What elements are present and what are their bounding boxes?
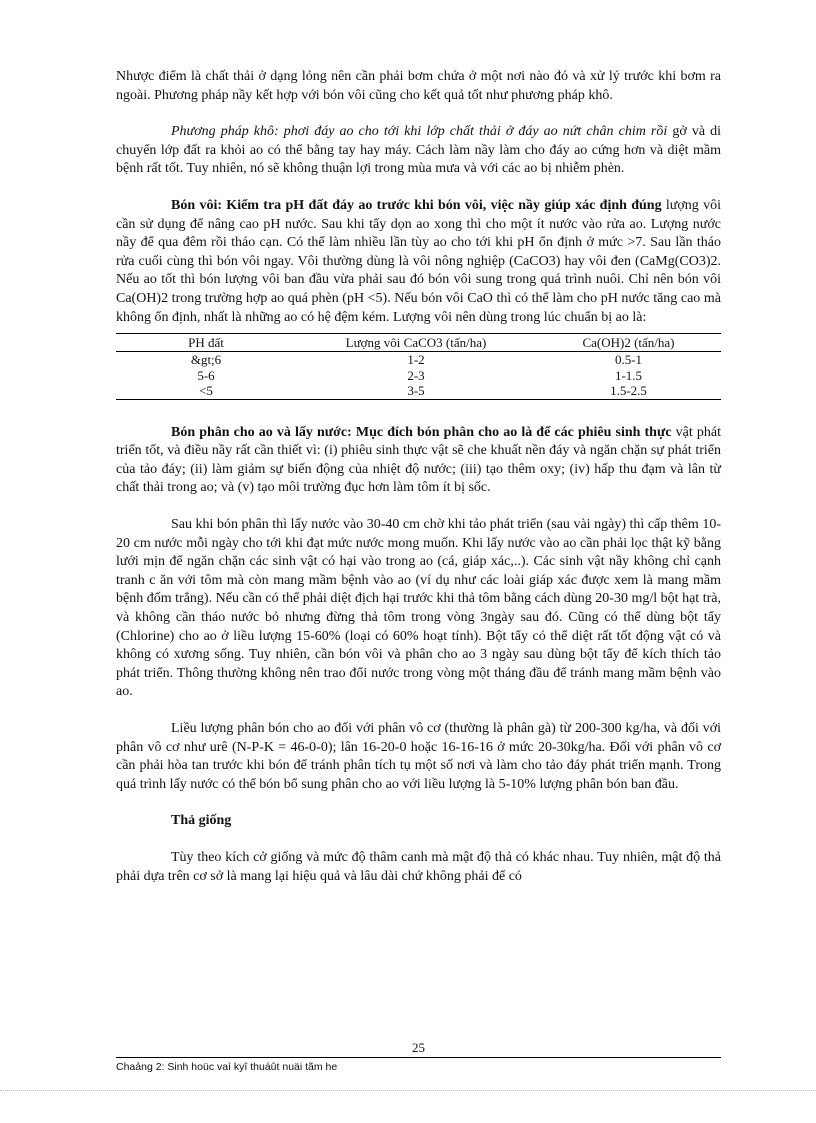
paragraph-dry-method (116, 123, 721, 179)
page-edge-divider (0, 1090, 816, 1091)
footer-chapter-title: Chaảng 2: Sinh hoüc vaì kyî thuáût nuäi tãm he (116, 1061, 338, 1073)
table-header-caoh2: Ca(OH)2 (tấn/ha) (536, 334, 721, 352)
table-cell: 1-2 (407, 352, 425, 368)
table-row (116, 352, 721, 368)
section-heading-stocking: Thả giống (171, 813, 232, 829)
fertilizing-rest: vật phát triển tốt, và điều nầy rất cần thiết vì: (i) phiêu sinh thực vật sẽ che khuất nền đáy và ngăn chặn sự phát triển của tảo đáy; (ii) làm giảm sự biến động của nhiệt độ nước; (iii) tạo thêm oxy; (iv) hấp thu đạm và lân từ chất thải trong ao; và (v) tạo môi trường đục hơn làm tôm ít bị sốc. (116, 424, 721, 496)
table-row (116, 383, 721, 399)
liming-bold: Bón vôi: Kiểm tra pH đất đáy ao trước khi bón vôi, việc nầy giúp xác định đúng (171, 197, 662, 213)
table-header-caco3: Lượng vôi CaCO3 (tấn/ha) (296, 334, 536, 352)
page-footer (116, 1040, 721, 1074)
fertilizing-bold: Bón phân cho ao và lấy nước: Mục đích bón phân cho ao là để các phiêu sinh thực (171, 424, 672, 440)
paragraph-water-intake: Sau khi bón phân thì lấy nước vào 30-40 cm chờ khi tảo phát triển (sau vài ngày) thì cấp thêm 10-20 cm nước mỗi ngày cho tới khi đạt mức nước mong muốn. Khi lấy nước vào ao cần phải lọc thật kỹ bằng lưới mịn để ngăn chặn các sinh vật có hại vào trong ao (cá, giáp xác,..). Các sinh vật nầy không chỉ cạnh tranh c ăn với tôm mà còn mang mầm bệnh vào ao (ví dụ như các loài giáp xác được xem là mang mầm bệnh đốm trắng). Nếu cần có thể phải diệt địch hại trước khi thả tôm bằng cách dùng 20-30 mg/l bột hạt trà, và không cần tháo nước bỏ nhưng đừng thả tôm trong vòng 3ngày sau đó. Cũng có thể dùng bột tẩy (Chlorine) cho ao ở liều lượng 15-60% (loại có 60% hoạt tính). Bột tẩy có thể diệt rất tốt động vật có và không có xương sống. Tuy nhiên, cần bón vôi và phân cho ao 3 ngày sau dùng bột tẩy để kích thích tảo phát triển. Thông thường không nên trao đổi nước trong vòng một tháng đầu để tránh mang mầm bệnh vào ao. (116, 517, 721, 700)
table-cell: 5-6 (197, 367, 215, 383)
page-number: 25 (412, 1040, 425, 1055)
dry-method-italic: Phương pháp khô: phơi đáy ao cho tới khi lớp chất thải ở đáy ao nứt chân chim rồi (171, 124, 668, 140)
table-cell: &gt;6 (190, 352, 222, 368)
paragraph-stocking: Tùy theo kích cở giống và mức độ thâm canh mà mật độ thả có khác nhau. Tuy nhiên, mật độ thả phải dựa trên cơ sở là mang lại hiệu quả và lâu dài chứ không phải để có (116, 849, 721, 884)
table-cell: 3-5 (296, 383, 536, 399)
paragraph-wet-method-drawback: Nhược điểm là chất thải ở dạng lỏng nên cần phải bơm chứa ở một nơi nào đó và xử lý trước khi bơm ra ngoài. Phương pháp nầy kết hợp với bón vôi cũng cho kết quả tốt như phương pháp khô. (116, 69, 721, 103)
table-header-ph: PH đất (116, 334, 296, 352)
table-cell: 1.5-2.5 (536, 383, 721, 399)
table-cell: <5 (116, 383, 296, 399)
paragraph-liming (116, 197, 721, 327)
lime-dosage-table (116, 333, 721, 400)
table-cell: 0.5-1 (614, 352, 643, 368)
document-body (116, 68, 721, 886)
table-row (116, 368, 721, 384)
footer-divider (116, 1057, 721, 1058)
paragraph-fertilizer-dosage: Liều lượng phân bón cho ao đối với phân vô cơ (thường là phân gà) từ 200-300 kg/ha, và đối với phân vô cơ như urê (N-P-K = 46-0-0); lân 16-20-0 hoặc 16-16-16 ở mức 20-30kg/ha. Đối với phân vô cơ cần phải hòa tan trước khi bón để tránh phân tích tụ một số nơi và làm cho tảo đáy phát triển mạnh. Trong quá trình lấy nước có thể bón bổ sung phân cho ao với liều lượng là 5-10% lượng phân bón ban đầu. (116, 720, 721, 792)
table-header-row (116, 334, 721, 352)
paragraph-fertilizing (116, 424, 721, 498)
liming-rest: lượng vôi cần sử dụng để nâng cao pH nước. Sau khi tẩy dọn ao xong thì cho một ít nước vào rửa ao. Lượng nước nầy để qua đêm rồi tháo cạn. Có thể làm nhiều lần tùy ao cho tới khi pH ổn định ở mức >7. Sau lần tháo rửa cuối cùng thì bón vôi ngay. Vôi thường dùng là vôi nông nghiệp (CaCO3) hay vôi đen (CaMg(CO3)2. Nếu ao tốt thì bón lượng vôi ban đầu vừa phải sau đó bón vôi sung trong quá trình nuôi. Chỉ nên bón vôi Ca(OH)2 trong trường hợp ao quá phèn (pH <5). Nếu bón vôi CaO thì có thể làm cho pH nước tăng cao mà không ổn định, nhất là những ao có hệ đệm kém. Lượng vôi nên dùng trong lúc chuẩn bị ao là: (116, 197, 722, 325)
dry-method-rest: gở và di chuyển lớp đất ra khỏi ao có thể bằng tay hay máy. Cách làm nầy làm cho đáy ao cứng hơn và diệt mầm bệnh rất tốt. Tuy nhiên, nó sẽ không thuận lợi trong mùa mưa và với các ao bị nhiễm phèn. (116, 124, 721, 177)
table-cell: 1-1.5 (614, 367, 643, 383)
table-cell: 2-3 (407, 367, 425, 383)
